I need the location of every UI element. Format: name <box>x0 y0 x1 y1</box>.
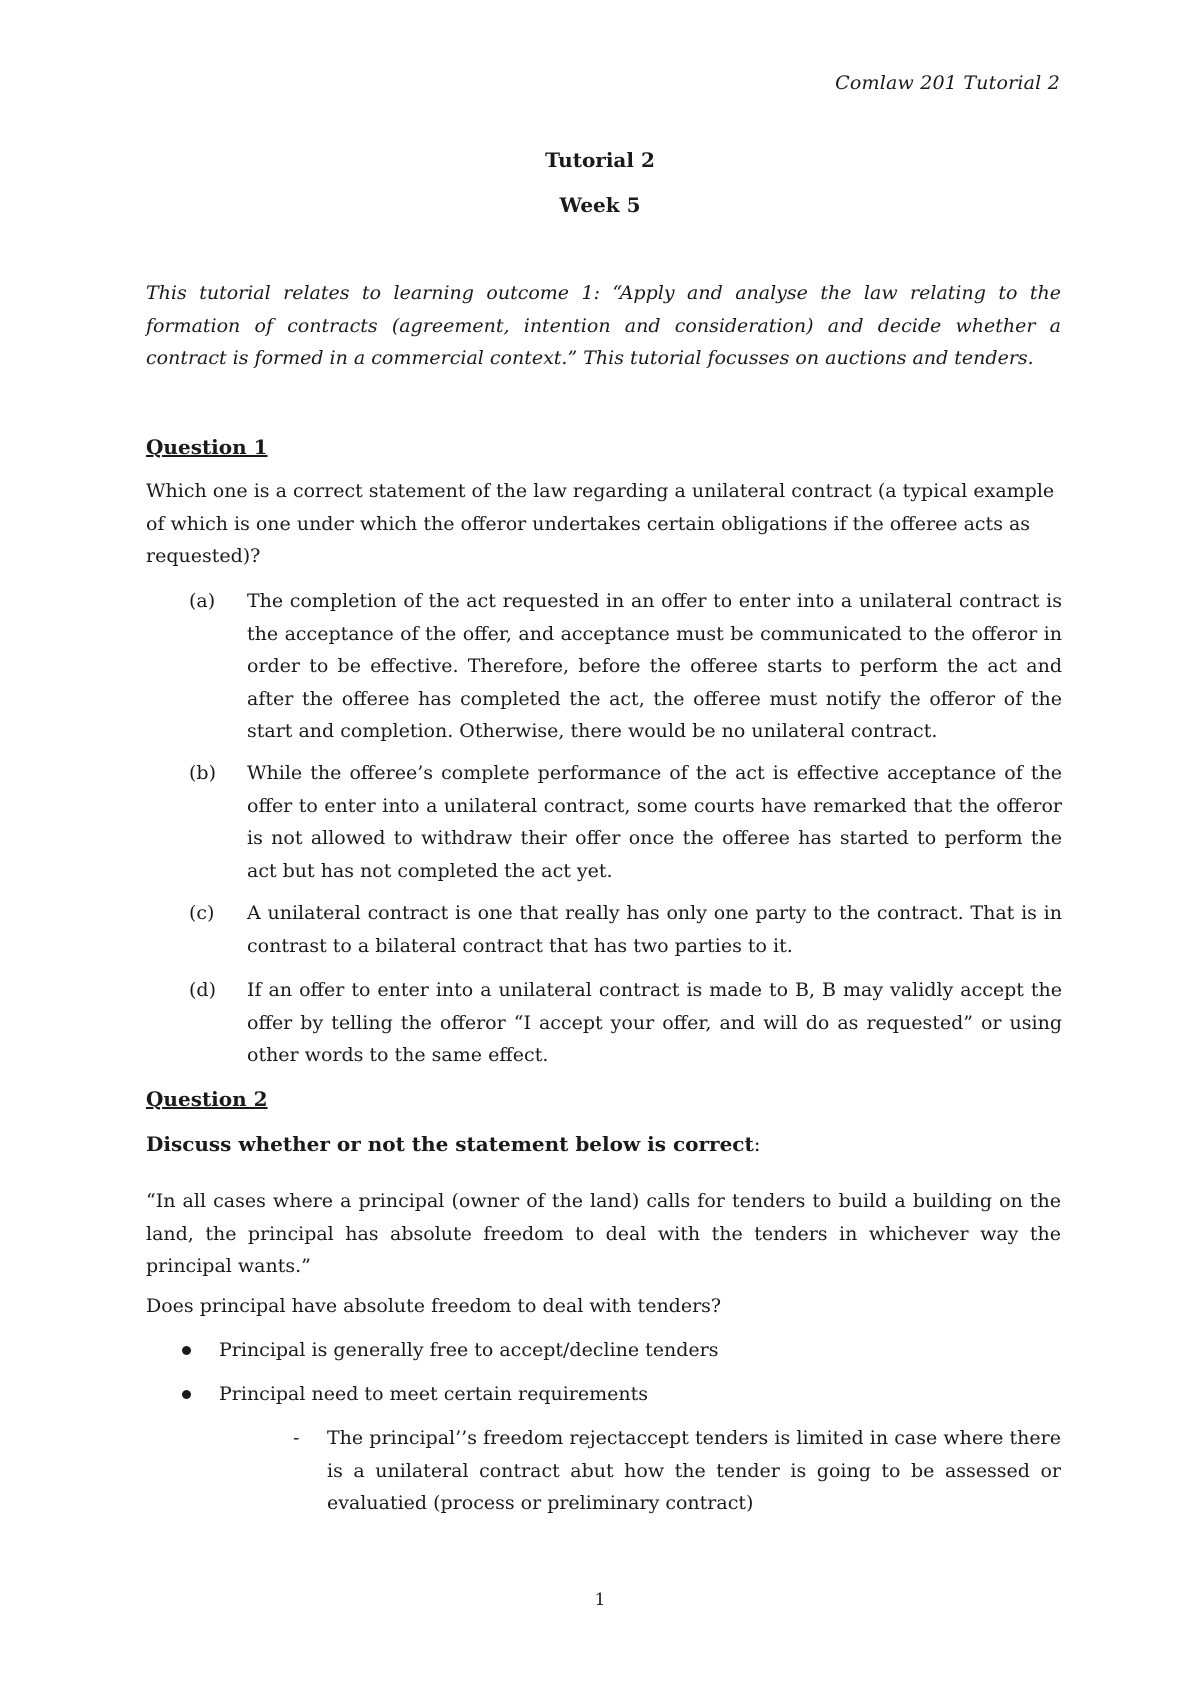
option-label: (d) <box>189 979 216 1001</box>
intro-paragraph: This tutorial relates to learning outcome 1: “Apply and analyse the law relating to the formation of contracts (agreement, intention and consideration) and decide whether a contract is formed in a commercial context.” This tutorial focusses on auctions and tenders. <box>146 282 1061 369</box>
running-header: Comlaw 201 Tutorial 2 <box>835 72 1060 94</box>
bullet-icon <box>182 1390 191 1399</box>
option-label: (b) <box>189 762 216 784</box>
dash-icon: - <box>293 1427 300 1449</box>
option-label: (a) <box>189 590 216 612</box>
document-title: Tutorial 2 <box>545 148 655 172</box>
sub-bullet-text: The principal’’s freedom rejectaccept tenders is limited in case where there is a unilateral contract abut how the tender is going to be assessed or evaluatied (process or preliminary contract) <box>327 1427 1061 1514</box>
option-text: While the offeree’s complete performance of the act is effective acceptance of the offer to enter into a unilateral contract, some courts have remarked that the offeror is not allowed to withdraw their offer once the offeree has started to perform the act but has not completed the act yet. <box>247 762 1062 882</box>
option-text: If an offer to enter into a unilateral contract is made to B, B may validly accept the offer by telling the offeror “I accept your offer, and will do as requested” or using other words to the same effect. <box>247 979 1062 1066</box>
question-2-prompt: Does principal have absolute freedom to deal with tenders? <box>146 1295 722 1317</box>
instruction-text: Discuss whether or not the statement below is correct <box>146 1132 754 1156</box>
question-2-heading: Question 2 <box>146 1087 268 1111</box>
question-2-instruction <box>146 1128 1061 1161</box>
option-text: A unilateral contract is one that really has only one party to the contract. That is in contrast to a bilateral contract that has two parties to it. <box>247 902 1062 957</box>
option-label: (c) <box>189 902 215 924</box>
bullet-text: Principal need to meet certain requirements <box>219 1383 649 1405</box>
question-1-text: Which one is a correct statement of the law regarding a unilateral contract (a typical example of which is one under which the offeror undertakes certain obligations if the offeree acts as requested)? <box>146 480 1055 567</box>
bullet-text: Principal is generally free to accept/decline tenders <box>219 1339 719 1361</box>
bullet-icon <box>182 1346 191 1355</box>
document-subtitle: Week 5 <box>559 193 641 217</box>
question-2-quote: “In all cases where a principal (owner of the land) calls for tenders to build a building on the land, the principal has absolute freedom to deal with the tenders in whichever way the principal wants.” <box>146 1190 1061 1277</box>
option-text: The completion of the act requested in an offer to enter into a unilateral contract is the acceptance of the offer, and acceptance must be communicated to the offeror in order to be effective. Therefore, before the offeree starts to perform the act and after the offeree has completed the act, the offeree must notify the offeror of the start and completion. Otherwise, there would be no unilateral contract. <box>247 590 1062 742</box>
question-1-heading: Question 1 <box>146 435 268 459</box>
page-number: 1 <box>594 1590 606 1610</box>
instruction-colon: : <box>753 1132 761 1156</box>
